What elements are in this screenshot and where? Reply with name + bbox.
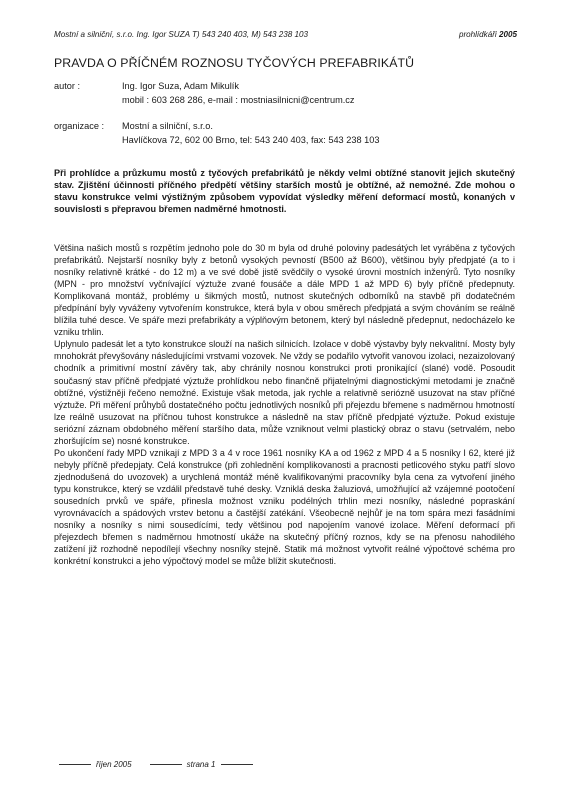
header-section: prohlídkáři (458, 30, 497, 39)
author-contact: mobil : 603 268 286, e-mail : mostniasilnicni@centrum.cz (122, 94, 355, 105)
body-paragraph: Po ukončení řady MPD vznikají z MPD 3 a 4 v roce 1961 nosníky KA a od 1962 z MPD 4 a 5 nosníky I 62, které již nebyly příčně předepjaty. Celá konstrukce (při zohlednění komplikovanosti a pracnosti petlicového styku patří slovo zjednodušená do uvozovek) a urychlená montáž méně kvalifikovanými pracovníky byla cena za vytvoření jiného typu konstrukce, který se vzdálil představě tuhé desky. Vzniklá deska žaluziová, umožňující až vzájemné pootočení sousedních prvků ve spáře, přinesla možnost vzniku podélných trhlin mezi nosníky, následné popraskání vyrovnávacích a spádových vrstev betonu a častější zatékání. Všeobecně nejhůř je na tom spára mezi fasádními nosníky a nosníky s nimi sousedícími, tedy většinou pod napojením vanové izolace. Měření deformací při přejezdech břemen s nadměrnou hmotností ukáže na skutečný příčný roznos, kdy se na přenosu nahodilého zatížení již rozhodně nepodílejí všechny nosníky stejně. Statik má možnost vytvořit reálné výpočtové schéma pro konkrétní konstrukci a jeho výpočtový model se může blížit skutečnosti. (54, 447, 515, 567)
footer-rule (59, 764, 91, 765)
page-title: PRAVDA O PŘÍČNÉM ROZNOSU TYČOVÝCH PREFABRIKÁTŮ (54, 56, 415, 70)
organization-label: organizace : (54, 121, 105, 131)
header-year: 2005 (498, 30, 517, 39)
running-header (54, 30, 517, 39)
author-names: Ing. Igor Suza, Adam Mikulík (122, 81, 239, 91)
body-paragraph: Většina našich mostů s rozpětím jednoho pole do 30 m byla od druhé poloviny padesátých let vyráběna z tyčových prefabrikátů. Nejstarší nosníky byly z betonů vysokých pevností (B500 až B600), většinou byly předpjaté (a to i nosníky relativně krátké - do 12 m) a ve své době jistě svědčily o vysoké úrovni mostních inženýrů. Tyto nosníky (MPN - pro množství vyčnívající výztuže zvané fousáče a dále MPD 1 až MPD 6) byly příčně předepnuty. Komplikovaná montáž, problémy u šikmých mostů, nutnost skutečných odborníků na stavbě při dodatečném předpínání byly vyváženy vytvořením konstrukce, která byla v obou směrech předpjatá a svým chováním se reálně blížila tuhé desce. Ve spáře mezi prefabrikáty a výplňovým betonem, který byl následně předepnut, nedocházelo ke vzniku trhlin. (54, 243, 515, 338)
header-company-contact: Mostní a silniční, s.r.o. Ing. Igor SUZA T) 543 240 403, M) 543 238 103 (54, 30, 309, 39)
footer-page-number: strana 1 (186, 760, 216, 769)
footer-rule (221, 764, 253, 765)
page-footer (54, 760, 258, 769)
footer-rule (150, 764, 182, 765)
footer-date: říjen 2005 (96, 760, 132, 769)
abstract-paragraph: Při prohlídce a průzkumu mostů z tyčových prefabrikátů je někdy velmi obtížné stanovit jejich skutečný stav. Zjištění účinnosti příčného předpětí většiny starších mostů je obtížné, až nemožné. Zde mohou o stavu konstrukce velmi výstižným způsobem vypovídat výsledky měření deformací mostů, konaných v souvislosti s přepravou břemen nadměrné hmotnosti. (54, 168, 515, 215)
body-text (54, 242, 515, 567)
header-right (459, 30, 517, 39)
organization-address: Havlíčkova 72, 602 00 Brno, tel: 543 240 403, fax: 543 238 103 (122, 134, 380, 145)
body-paragraph: Uplynulo padesát let a tyto konstrukce slouží na našich silnicích. Izolace v době výstavby byly nekvalitní. Mosty byly mnohokrát převyšovány následujícími vrstvami vozovek. Ne vždy se podařilo vytvořit vanovou izolaci, nezaizolovaný chodník a primitivní mostní závěry tak, aby chránily nosnou konstrukci proti pronikající (slané) vodě. Posoudit současný stav příčně předpjaté výztuže prohlídkou nebo finančně přijatelnými diagnostickými metodami je značně obtížné, výstižněji řečeno nemožné. Existuje však metoda, jak rychle a relativně seriózně usuzovat na stav příčné výztuže. Při měření průhybů dostatečného počtu jednotlivých nosníků při přejezdu břemene s nadměrnou hmotností lze reálně usuzovat na příčnou tuhost konstrukce a následně na stav příčně předpjaté výztuže. Pokud existuje seriózní záznam obdobného měření staršího data, může vzniknout velmi plastický obraz o stavu (setrvalém, nebo zhoršujícím se) nosné konstrukce. (54, 339, 515, 446)
author-label: autor : (54, 81, 81, 91)
organization-name: Mostní a silniční, s.r.o. (122, 121, 213, 131)
